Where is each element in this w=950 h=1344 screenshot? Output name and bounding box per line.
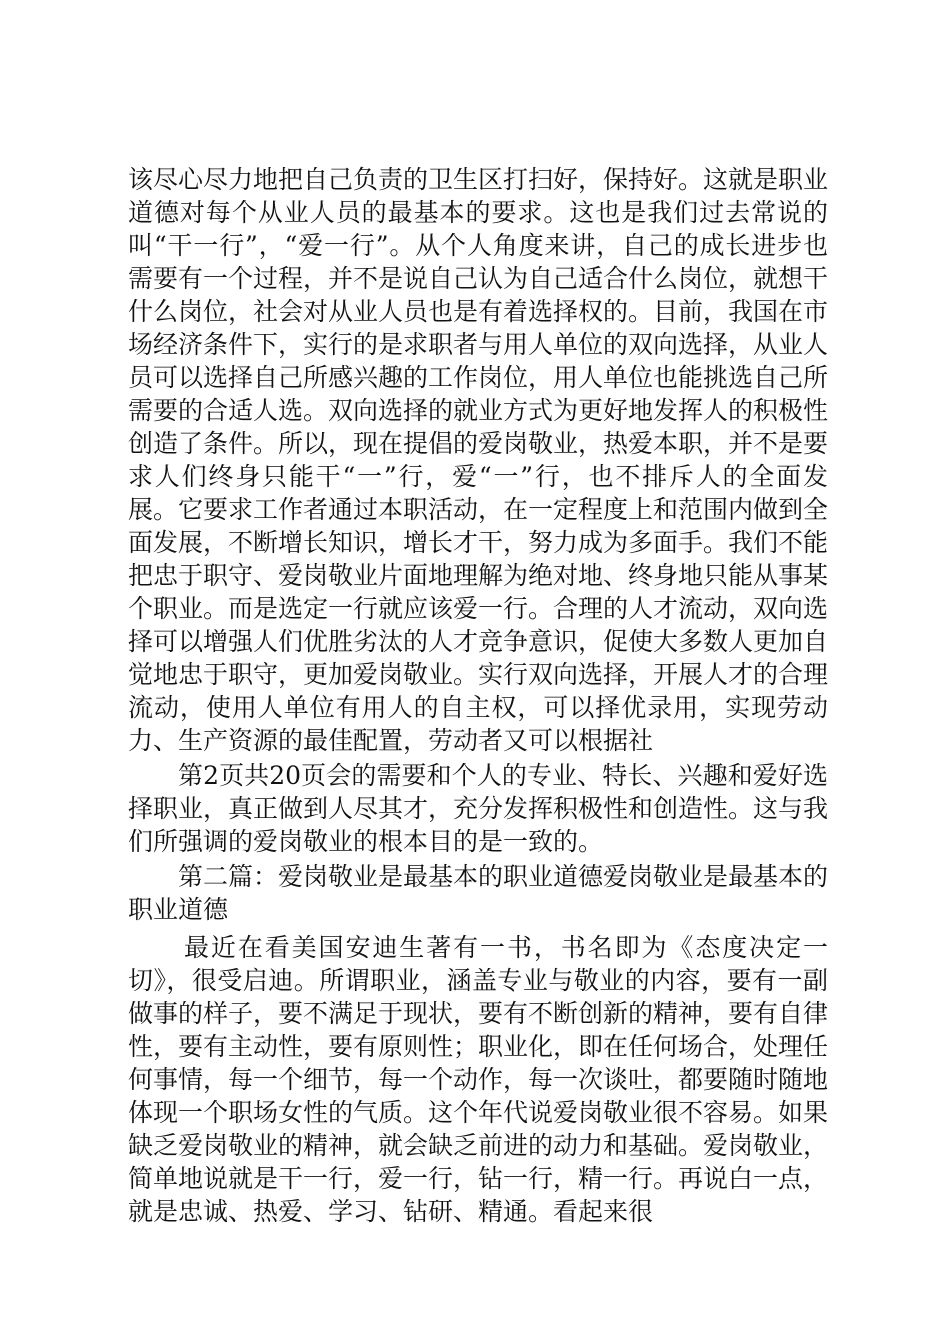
document-page [128,163,828,1230]
body-paragraph-continued: 该尽心尽力地把自己负责的卫生区打扫好，保持好。这就是职业道德对每个从业人员的最基本的要求。这也是我们过去常说的叫“干一行”，“爱一行”。从个人角度来讲，自己的成长进步也需要有一个过程，并不是说自己认为自己适合什么岗位，就想干什么岗位，社会对从业人员也是有着选择权的。目前，我国在市场经济条件下，实行的是求职者与用人单位的双向选择，从业人员可以选择自己所感兴趣的工作岗位，用人单位也能挑选自己所需要的合适人选。双向选择的就业方式为更好地发挥人的积极性创造了条件。所以，现在提倡的爱岗敬业，热爱本职，并不是要求人们终身只能干“一”行，爱“一”行，也不排斥人的全面发展。它要求工作者通过本职活动，在一定程度上和范围内做到全面发展，不断增长知识，增长才干，努力成为多面手。我们不能把忠于职守、爱岗敬业片面地理解为绝对地、终身地只能从事某个职业。而是选定一行就应该爱一行。合理的人才流动，双向选择可以增强人们优胜劣汰的人才竞争意识，促使大多数人更加自觉地忠于职守，更加爱岗敬业。实行双向选择，开展人才的合理流动，使用人单位有用人的自主权，可以择优录用，实现劳动力、生产资源的最佳配置，劳动者又可以根据社 [128,165,829,755]
body-paragraph: 最近在看美国安迪生著有一书，书名即为《态度决定一切》，很受启迪。所谓职业，涵盖专业与敬业的内容，要有一副做事的样子，要不满足于现状，要有不断创新的精神，要有自律性，要有主动性，要有原则性；职业化，即在任何场合，处理任何事情，每一个细节，每一个动作，每一次谈吐，都要随时随地体现一个职场女性的气质。这个年代说爱岗敬业很不容易。如果缺乏爱岗敬业的精神，就会缺乏前进的动力和基础。爱岗敬业，简单地说就是干一行，爱一行，钻一行，精一行。再说白一点，就是忠诚、热爱、学习、钻研、精通。看起来很 [128,933,829,1226]
body-paragraph-page-marker: 第2页共20页会的需要和个人的专业、特长、兴趣和爱好选择职业，真正做到人尽其才，充分发挥积极性和创造性。这与我们所强调的爱岗敬业的根本目的是一致的。 [128,761,829,856]
section-heading: 第二篇：爱岗敬业是最基本的职业道德爱岗敬业是最基本的职业道德 [128,862,829,924]
